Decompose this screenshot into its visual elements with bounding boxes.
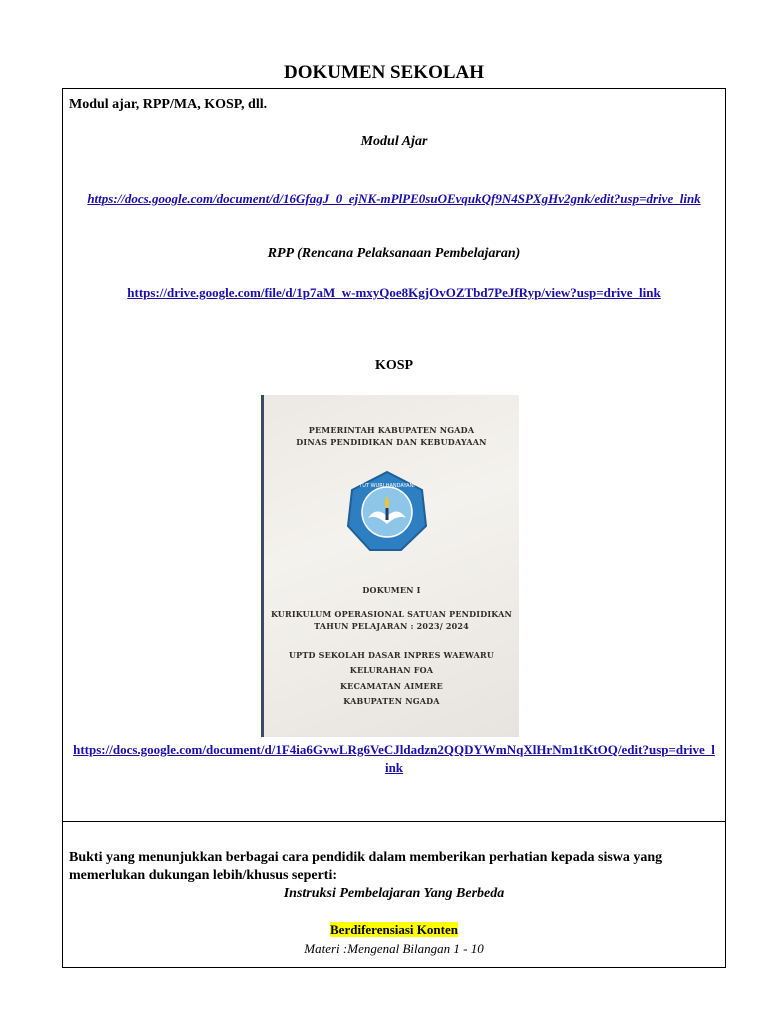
photo-line-2: DINAS PENDIDIKAN DAN KEBUDAYAAN bbox=[296, 437, 487, 447]
highlight-label: Berdiferensiasi Konten bbox=[330, 922, 458, 937]
section-divider bbox=[63, 821, 725, 822]
materi-text: Materi :Mengenal Bilangan 1 - 10 bbox=[304, 941, 484, 956]
photo-line-8: KECAMATAN AIMERE bbox=[340, 681, 443, 691]
page-title: DOKUMEN SEKOLAH bbox=[283, 62, 485, 83]
photo-line-5: TAHUN PELAJARAN : 2023/ 2024 bbox=[314, 621, 469, 631]
modul-ajar-label: Modul Ajar bbox=[360, 134, 428, 149]
rpp-link[interactable]: https://drive.google.com/file/d/1p7aM_w-mxyQoe8KgjOvOZTbd7PeJfRyp/view?usp=drive_link bbox=[127, 285, 661, 300]
instruksi-subtitle: Instruksi Pembelajaran Yang Berbeda bbox=[283, 886, 505, 901]
rpp-label: RPP (Rencana Pelaksanaan Pembelajaran) bbox=[267, 246, 521, 261]
photo-line-9: KABUPATEN NGADA bbox=[343, 696, 440, 706]
tut-wuri-handayani-emblem-icon bbox=[346, 470, 428, 552]
photo-line-6: UPTD SEKOLAH DASAR INPRES WAEWARU bbox=[288, 650, 495, 660]
modul-ajar-link[interactable]: https://docs.google.com/document/d/16GfagJ_0_ejNK-mPlPE0suOEvqukQf9N4SPXgHv2gnk/edit?usp=drive_link bbox=[87, 191, 701, 206]
kosp-link[interactable]: https://docs.google.com/document/d/1F4ia6GvwLRg6VeCJldadzn2QQDYWmNqXlHrNm1tKtOQ/edit?usp=drive_link bbox=[73, 742, 715, 775]
emblem-text: TUT WURI HANDAYANI bbox=[359, 483, 415, 489]
photo-line-1: PEMERINTAH KABUPATEN NGADA bbox=[308, 425, 475, 435]
kosp-label: KOSP bbox=[374, 358, 414, 373]
bukti-text: Bukti yang menunjukkan berbagai cara pendidik dalam memberikan perhatian kepada siswa yang memerlukan dukungan lebih/khusus seperti: bbox=[69, 850, 663, 883]
photo-line-3: DOKUMEN I bbox=[362, 585, 421, 595]
section-heading: Modul ajar, RPP/MA, KOSP, dll. bbox=[69, 97, 268, 112]
photo-line-7: KELURAHAN FOA bbox=[349, 665, 434, 675]
document-table bbox=[62, 88, 726, 968]
kosp-cover-photo bbox=[261, 395, 519, 737]
photo-line-4: KURIKULUM OPERASIONAL SATUAN PENDIDIKAN bbox=[270, 609, 513, 619]
